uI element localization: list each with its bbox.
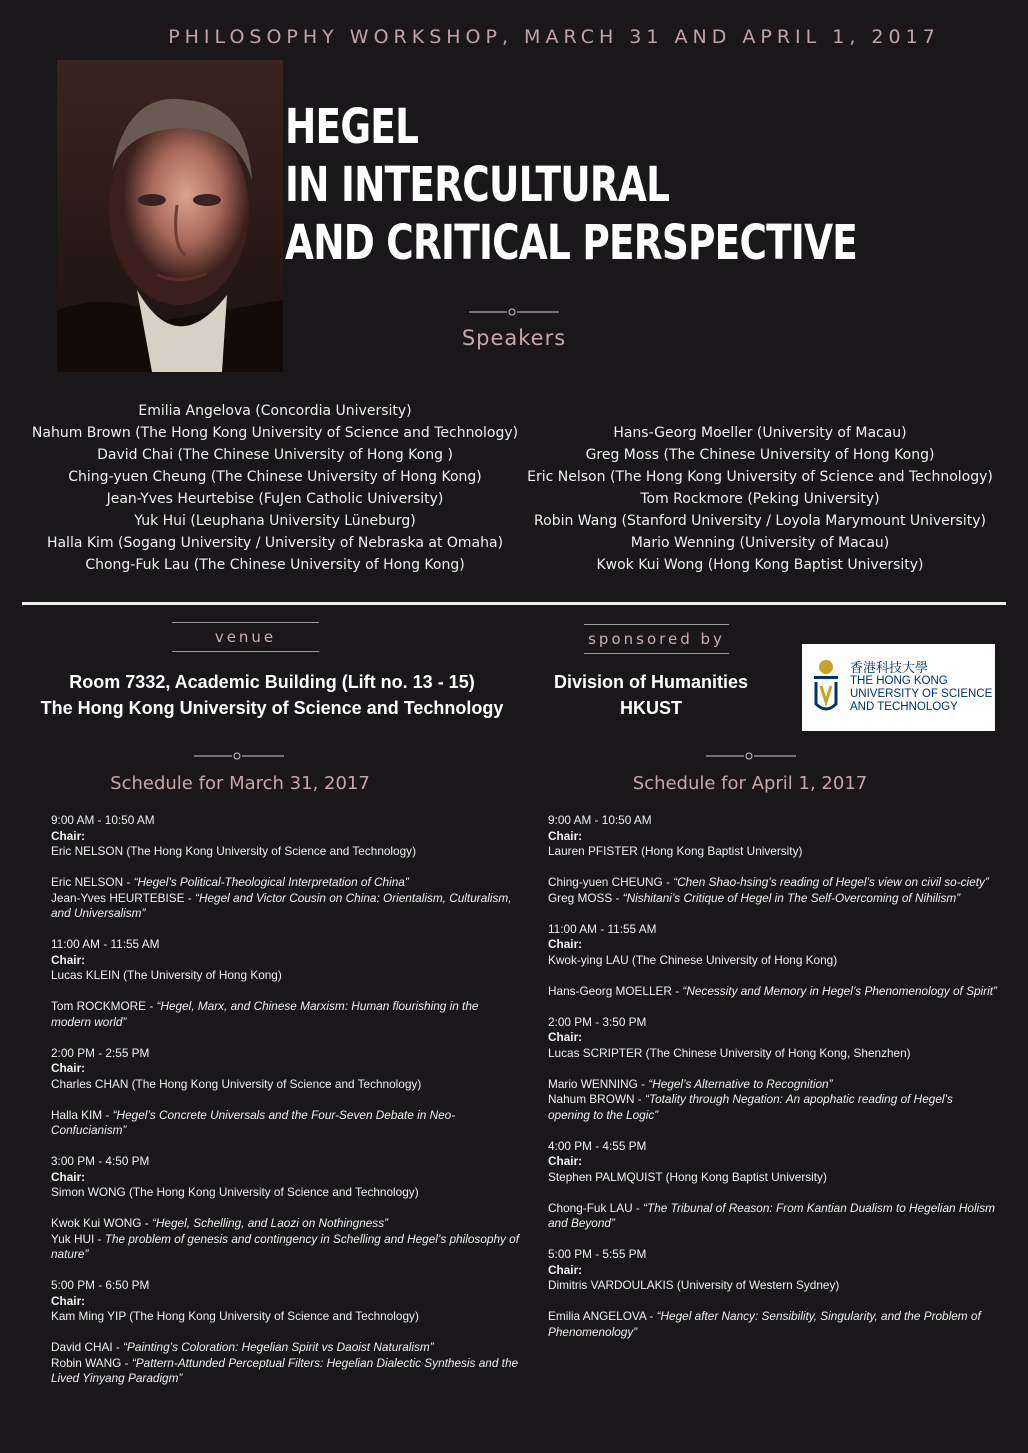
talk-title: “Chen Shao-hsing’s reading of Hegel’s view on civil so-ciety” bbox=[673, 875, 989, 889]
logo-line: AND TECHNOLOGY bbox=[850, 701, 958, 713]
speaker-entry: Chong-Fuk Lau (The Chinese University of Hong Kong) bbox=[85, 557, 465, 573]
talk-speaker: David CHAI - bbox=[51, 1340, 124, 1354]
session-header bbox=[548, 922, 998, 969]
divider-line bbox=[22, 602, 1006, 605]
schedule-day2 bbox=[548, 813, 998, 1356]
speaker-entry: Ching-yuen Cheung (The Chinese University of Hong Kong) bbox=[68, 469, 482, 485]
workshop-header: PHILOSOPHY WORKSHOP, MARCH 31 AND APRIL 1, 2017 bbox=[168, 26, 940, 48]
speaker-entry: Hans-Georg Moeller (University of Macau) bbox=[613, 425, 907, 441]
talk-title: “Hegel after Nancy: Sensibility, Singularity, and the Problem of Phenomenology” bbox=[548, 1309, 981, 1339]
session-chair: Lauren PFISTER (Hong Kong Baptist University) bbox=[548, 844, 803, 858]
venue-address bbox=[22, 669, 522, 721]
session-chair: Lucas SCRIPTER (The Chinese University of Hong Kong, Shenzhen) bbox=[548, 1045, 911, 1060]
session-talks bbox=[548, 984, 998, 1000]
talk-speaker: Hans-Georg MOELLER - bbox=[548, 983, 683, 998]
talk-entry bbox=[51, 1340, 521, 1356]
talk-entry bbox=[51, 891, 521, 922]
chair-label: Chair: bbox=[548, 1262, 583, 1277]
workshop-title bbox=[285, 98, 857, 272]
title-line: AND CRITICAL PERSPECTIVE bbox=[285, 215, 858, 271]
talk-entry bbox=[548, 1309, 998, 1340]
talk-entry bbox=[51, 1232, 521, 1263]
session-header bbox=[548, 1139, 998, 1186]
session-header bbox=[51, 937, 521, 984]
sponsor-name bbox=[536, 669, 766, 721]
speaker-entry: Nahum Brown (The Hong Kong University of Science and Technology) bbox=[31, 425, 519, 441]
hkust-logo bbox=[802, 644, 995, 731]
session-chair: Eric NELSON (The Hong Kong University of Science and Technology) bbox=[51, 844, 417, 858]
session-talks bbox=[51, 999, 521, 1030]
ornament-divider bbox=[194, 751, 284, 761]
chair-label: Chair: bbox=[548, 937, 583, 951]
speaker-entry: Kwok Kui Wong (Hong Kong Baptist University) bbox=[596, 557, 924, 573]
talk-speaker: Greg MOSS - bbox=[548, 890, 623, 905]
talk-title: “Painting’s Coloration: Hegelian Spirit vs Daoist Naturalism” bbox=[123, 1340, 434, 1354]
session-time: 11:00 AM - 11:55 AM bbox=[51, 937, 160, 951]
talk-entry bbox=[548, 891, 998, 907]
talk-entry bbox=[51, 999, 521, 1030]
session-time: 9:00 AM - 10:50 AM bbox=[548, 813, 652, 827]
talk-title: The problem of genesis and contingency in Schelling and Hegel’s philosophy of nature” bbox=[51, 1231, 520, 1261]
chair-label: Chair: bbox=[51, 952, 86, 967]
session-time: 5:00 PM - 5:55 PM bbox=[548, 1247, 647, 1261]
talk-speaker: Ching-yuen CHEUNG - bbox=[548, 875, 674, 889]
title-line: HEGEL bbox=[285, 99, 419, 155]
session-talks bbox=[548, 1201, 998, 1232]
speaker-entry: Eric Nelson (The Hong Kong University of Science and Technology) bbox=[527, 469, 993, 485]
talk-speaker: Nahum BROWN - bbox=[548, 1092, 646, 1106]
logo-chinese: 香港科技大學 bbox=[850, 661, 929, 676]
schedule-day1-heading: Schedule for March 31, 2017 bbox=[110, 773, 370, 794]
sponsor-line: HKUST bbox=[620, 698, 682, 718]
session-talks bbox=[51, 1108, 521, 1139]
speakers-heading: Speakers bbox=[461, 326, 567, 350]
session-time: 5:00 PM - 6:50 PM bbox=[51, 1278, 150, 1292]
speakers-right-column bbox=[520, 422, 1000, 576]
speaker-entry: Halla Kim (Sogang University / University of Nebraska at Omaha) bbox=[46, 535, 504, 551]
session-header bbox=[51, 813, 521, 860]
session-talks bbox=[51, 875, 521, 922]
schedule-day1 bbox=[51, 813, 521, 1402]
chair-label: Chair: bbox=[51, 1061, 86, 1075]
talk-speaker: Robin WANG - bbox=[51, 1355, 132, 1370]
chair-label: Chair: bbox=[548, 1030, 583, 1044]
session-time: 11:00 AM - 11:55 AM bbox=[548, 921, 657, 936]
talk-title: “Pattern-Attunded Perceptual Filters: Hegelian Dialectic Synthesis and the Lived Yinyang Paradigm” bbox=[51, 1355, 519, 1385]
title-line: IN INTERCULTURAL bbox=[285, 157, 670, 213]
talk-speaker: Kwok Kui WONG - bbox=[51, 1216, 152, 1230]
session-time: 2:00 PM - 3:50 PM bbox=[548, 1014, 647, 1029]
session-header bbox=[548, 813, 998, 860]
session-chair: Stephen PALMQUIST (Hong Kong Baptist University) bbox=[548, 1169, 827, 1184]
session-talks bbox=[548, 875, 998, 906]
speaker-entry: David Chai (The Chinese University of Hong Kong ) bbox=[97, 447, 453, 463]
talk-entry bbox=[548, 1077, 998, 1093]
logo-line: THE HONG KONG bbox=[850, 675, 948, 687]
talk-speaker: Emilia ANGELOVA - bbox=[548, 1309, 657, 1323]
session-talks bbox=[548, 1309, 998, 1340]
talk-speaker: Jean-Yves HEURTEBISE - bbox=[51, 890, 196, 905]
talk-speaker: Yuk HUI - bbox=[51, 1231, 105, 1246]
session-talks bbox=[51, 1340, 521, 1387]
talk-title: “Hegel, Marx, and Chinese Marxism: Human flourishing in the modern world” bbox=[51, 999, 479, 1029]
session-time: 2:00 PM - 2:55 PM bbox=[51, 1045, 150, 1060]
session-chair: Simon WONG (The Hong Kong University of Science and Technology) bbox=[51, 1185, 419, 1199]
session-header bbox=[51, 1278, 521, 1325]
talk-title: “Hegel and Victor Cousin on China: Orientalism, Culturalism, and Universalism” bbox=[51, 890, 512, 920]
talk-title: “Nishitani’s Critique of Hegel in The Self-Overcoming of Nihilism” bbox=[622, 890, 961, 905]
talk-speaker: Eric NELSON - bbox=[51, 875, 134, 889]
speaker-entry: Robin Wang (Stanford University / Loyola Marymount University) bbox=[534, 513, 986, 529]
talk-entry bbox=[548, 1092, 998, 1123]
chair-label: Chair: bbox=[51, 1169, 86, 1184]
talk-entry bbox=[548, 984, 998, 1000]
talk-title: “Hegel’s Concrete Universals and the Four-Seven Debate in Neo-Confucianism” bbox=[51, 1107, 456, 1137]
ornament-divider bbox=[706, 751, 796, 761]
venue-label: venue bbox=[172, 622, 319, 652]
speaker-entry: Jean-Yves Heurtebise (FuJen Catholic University) bbox=[106, 491, 444, 507]
session-chair: Kam Ming YIP (The Hong Kong University of Science and Technology) bbox=[51, 1309, 419, 1323]
speaker-entry: Tom Rockmore (Peking University) bbox=[640, 491, 880, 507]
talk-speaker: Tom ROCKMORE - bbox=[51, 999, 157, 1013]
venue-line: Room 7332, Academic Building (Lift no. 13 - 15) bbox=[69, 672, 475, 692]
talk-speaker: Halla KIM - bbox=[51, 1107, 113, 1122]
talk-entry bbox=[51, 875, 521, 891]
session-chair: Charles CHAN (The Hong Kong University of Science and Technology) bbox=[51, 1076, 422, 1091]
session-chair: Lucas KLEIN (The University of Hong Kong) bbox=[51, 968, 282, 982]
talk-title: “Totality through Negation: An apophatic reading of Hegel’s opening to the Logic” bbox=[548, 1092, 953, 1122]
speaker-entry: Mario Wenning (University of Macau) bbox=[630, 535, 890, 551]
chair-label: Chair: bbox=[548, 1154, 583, 1168]
venue-line: The Hong Kong University of Science and Technology bbox=[40, 698, 504, 718]
schedule-day2-heading: Schedule for April 1, 2017 bbox=[632, 773, 868, 794]
talk-speaker: Chong-Fuk LAU - bbox=[548, 1200, 644, 1215]
session-time: 4:00 PM - 4:55 PM bbox=[548, 1138, 647, 1153]
session-header bbox=[51, 1154, 521, 1201]
sponsor-label: sponsored by bbox=[584, 624, 729, 654]
session-header bbox=[548, 1015, 998, 1062]
ornament-divider bbox=[469, 307, 559, 317]
session-time: 3:00 PM - 4:50 PM bbox=[51, 1154, 150, 1168]
session-chair: Kwok-ying LAU (The Chinese University of Hong Kong) bbox=[548, 952, 838, 967]
talk-entry bbox=[51, 1216, 521, 1232]
chair-label: Chair: bbox=[51, 1293, 86, 1308]
talk-title: “Hegel’s Political-Theological Interpretation of China” bbox=[133, 875, 409, 889]
talk-entry bbox=[548, 875, 998, 891]
chair-label: Chair: bbox=[548, 828, 583, 843]
sponsor-line: Division of Humanities bbox=[553, 672, 749, 692]
talk-entry bbox=[548, 1201, 998, 1232]
speaker-entry: Yuk Hui (Leuphana University Lüneburg) bbox=[134, 513, 416, 529]
talk-entry bbox=[51, 1356, 521, 1387]
talk-speaker: Mario WENNING - bbox=[548, 1076, 649, 1091]
session-chair: Dimitris VARDOULAKIS (University of Western Sydney) bbox=[548, 1278, 840, 1292]
talk-title: “Necessity and Memory in Hegel’s Phenomenology of Spirit” bbox=[682, 983, 997, 998]
speaker-entry: Greg Moss (The Chinese University of Hong Kong) bbox=[585, 447, 935, 463]
talk-entry bbox=[51, 1108, 521, 1139]
speaker-entry: Emilia Angelova (Concordia University) bbox=[138, 403, 412, 419]
talk-title: “Hegel, Schelling, and Laozi on Nothingness” bbox=[151, 1216, 389, 1230]
speakers-left-column bbox=[20, 400, 530, 576]
chair-label: Chair: bbox=[51, 828, 86, 843]
hkust-emblem-icon bbox=[812, 658, 840, 716]
session-talks bbox=[51, 1216, 521, 1263]
talk-title: “The Tribunal of Reason: From Kantian Dualism to Hegelian Holism and Beyond” bbox=[548, 1200, 995, 1230]
talk-title: “Hegel’s Alternative to Recognition” bbox=[648, 1076, 833, 1091]
session-time: 9:00 AM - 10:50 AM bbox=[51, 813, 155, 827]
session-header bbox=[548, 1247, 998, 1294]
logo-line: UNIVERSITY OF SCIENCE bbox=[850, 688, 993, 700]
session-header bbox=[51, 1046, 521, 1093]
session-talks bbox=[548, 1077, 998, 1124]
